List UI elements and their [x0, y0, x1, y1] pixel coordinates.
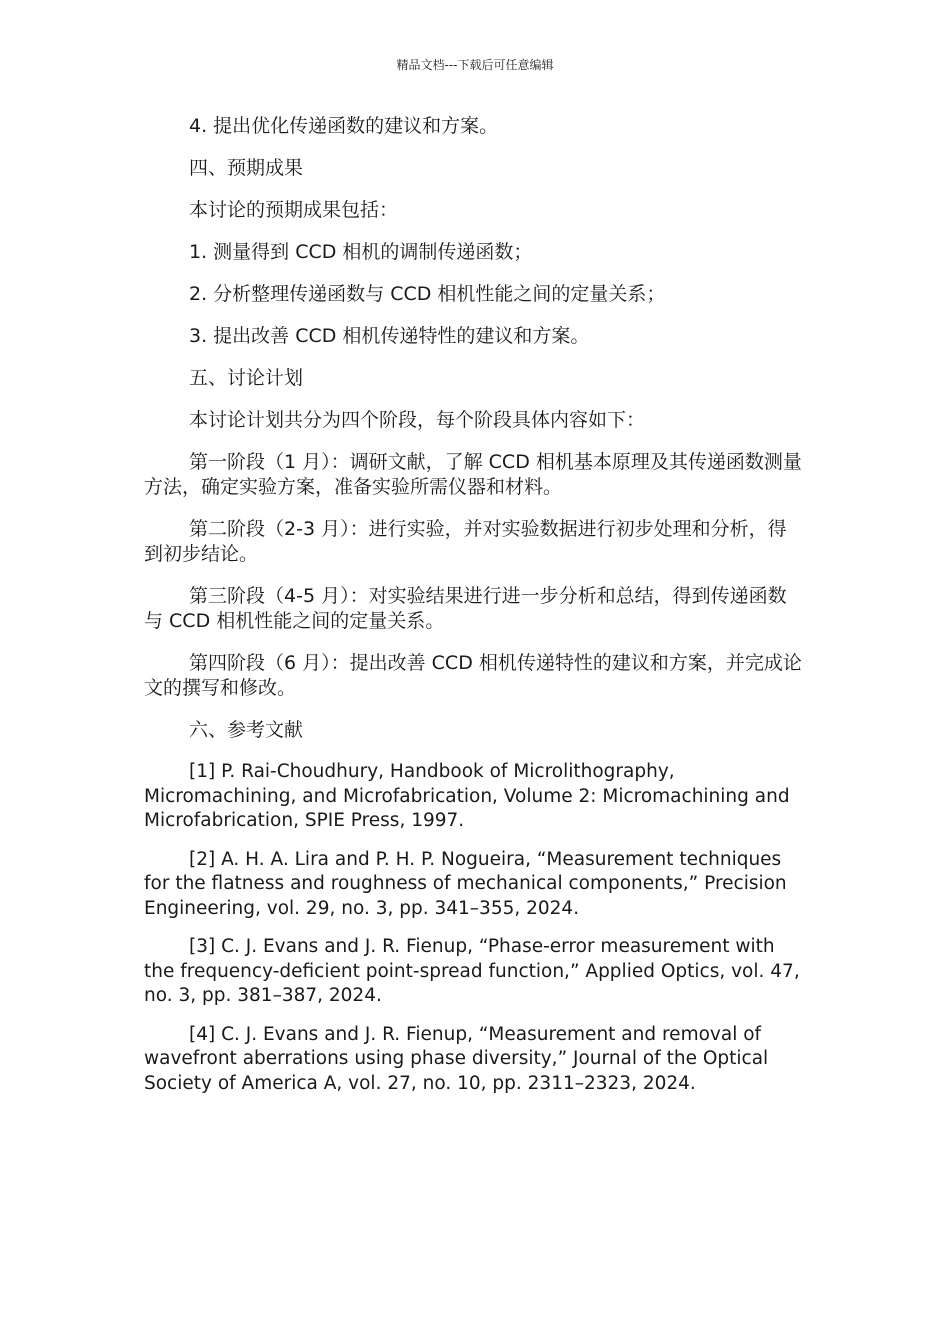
plan-stage-4: 第四阶段（6 月）：提出改善 CCD 相机传递特性的建议和方案，并完成论文的撰写和修改。: [144, 652, 802, 699]
expected-result-1: 1. 测量得到 CCD 相机的调制传递函数；: [189, 241, 533, 263]
reference-2: [2] A. H. A. Lira and P. H. P. Nogueira, “Measurement techniques for the flatness and roughness of mechanical components,” Precision Engineering, vol. 29, no. 3, pp. 341–355, 2024.: [144, 848, 787, 919]
plan-stage-3: 第三阶段（4-5 月）：对实验结果进行进一步分析和总结，得到传递函数与 CCD 相机性能之间的定量关系。: [144, 585, 787, 632]
list-item-4: 4. 提出优化传递函数的建议和方案。: [189, 115, 499, 137]
page-header: 精品文档---下载后可任意编辑: [396, 58, 554, 72]
plan-stage-2: 第二阶段（2-3 月）：进行实验，并对实验数据进行初步处理和分析，得到初步结论。: [144, 518, 787, 565]
expected-result-2: 2. 分析整理传递函数与 CCD 相机性能之间的定量关系；: [189, 283, 666, 305]
document-body: [144, 114, 804, 1110]
section-heading-plan: 五、讨论计划: [189, 367, 304, 389]
reference-4: [4] C. J. Evans and J. R. Fienup, “Measurement and removal of wavefront aberrations using phase diversity,” Journal of the Optical Society of America A, vol. 27, no. 10, pp. 2311–2323, 2024.: [144, 1023, 769, 1094]
reference-3: [3] C. J. Evans and J. R. Fienup, “Phase-error measurement with the frequency-deficient point-spread function,” Applied Optics, vol. 47, no. 3, pp. 381–387, 2024.: [144, 936, 800, 1006]
section-heading-expected-results: 四、预期成果: [189, 157, 304, 179]
expected-result-3: 3. 提出改善 CCD 相机传递特性的建议和方案。: [189, 325, 590, 347]
reference-1: [1] P. Rai-Choudhury, Handbook of Microlithography, Micromachining, and Microfabrication, Volume 2: Micromachining and Microfabrication, SPIE Press, 1997.: [144, 761, 790, 831]
plan-intro: 本讨论计划共分为四个阶段，每个阶段具体内容如下：: [189, 409, 646, 431]
expected-results-intro: 本讨论的预期成果包括：: [189, 199, 399, 221]
section-heading-references: 六、参考文献: [189, 719, 304, 741]
plan-stage-1: 第一阶段（1 月）：调研文献，了解 CCD 相机基本原理及其传递函数测量方法，确定实验方案，准备实验所需仪器和材料。: [144, 451, 802, 498]
